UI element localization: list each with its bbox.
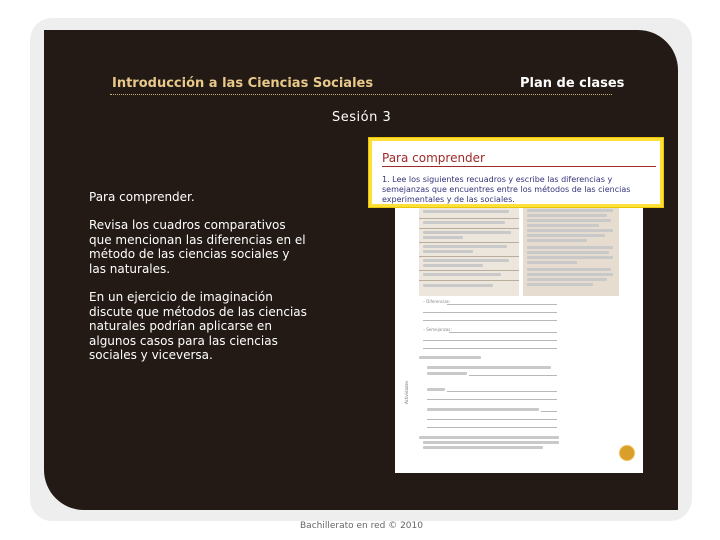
session-title: Sesión 3 [332,110,392,125]
callout-title: Para comprender [382,151,485,165]
course-title: Introducción a las Ciencias Sociales [112,76,374,91]
content-paragraph-2: En un ejercicio de imaginación discute que métodos de las ciencias naturales podrían aplicarse en algunos casos para las ciencias sociales y viceversa. [89,290,307,363]
worksheet-image [395,198,643,473]
content-paragraph-1: Revisa los cuadros comparativos que mencionan las diferencias en el método de las ciencias sociales y las naturales. [89,218,306,276]
footer-text: Bachillerato en red © 2010 [300,521,423,531]
callout-divider [382,166,656,167]
highlighted-callout [369,138,663,207]
section-title: Plan de clases [520,76,625,91]
page-number-badge [619,445,635,461]
worksheet-side-label: Actividades [404,380,409,404]
differences-label: – Diferencias: [423,299,451,304]
similarities-label: – Semejanzas: [423,327,452,332]
callout-text: 1. Lee los siguientes recuadros y escribe las diferencias y semejanzas que encuentres entre los métodos de las ciencias experimentales y de las sociales. [382,175,631,204]
comparison-table-right [523,204,619,296]
comparison-table-left [419,204,519,296]
content-heading: Para comprender. [89,190,195,204]
header-divider [110,94,612,95]
